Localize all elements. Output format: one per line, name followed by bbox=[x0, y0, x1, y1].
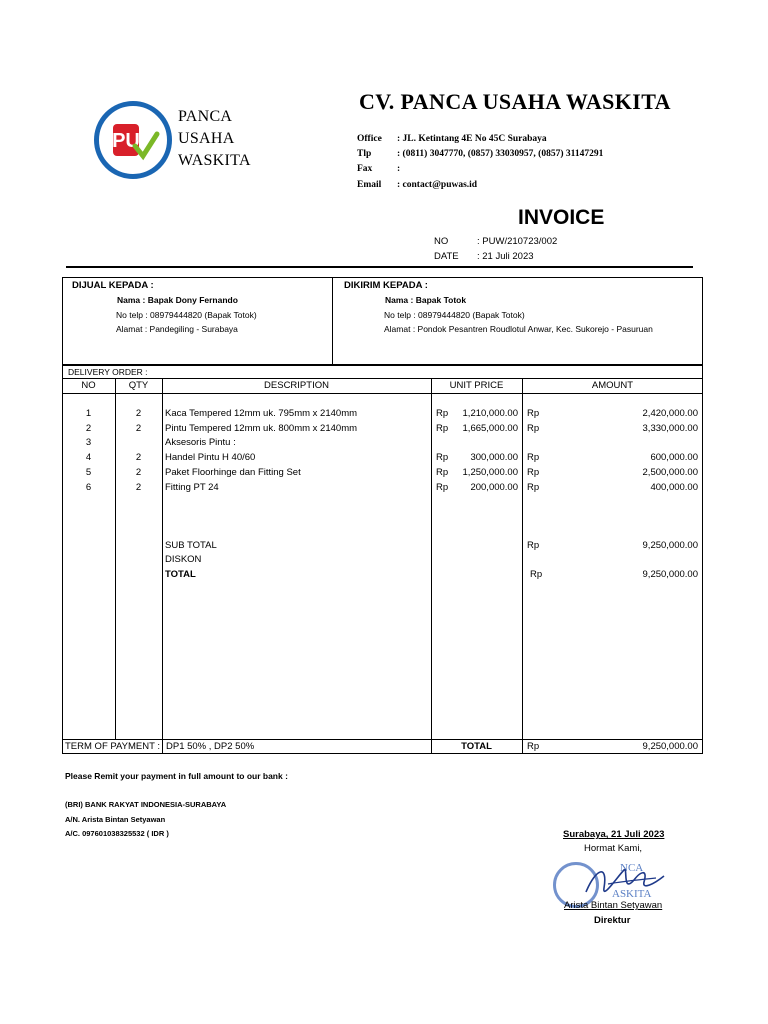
office-value: : JL. Ketintang 4E No 45C Surabaya bbox=[397, 134, 547, 144]
footer-total-label: TOTAL bbox=[461, 741, 492, 752]
seller-address: Alamat : Pandegiling - Surabaya bbox=[116, 324, 238, 334]
signature-scribble-icon bbox=[578, 858, 668, 904]
bank-name: (BRI) BANK RAKYAT INDONESIA-SURABAYA bbox=[65, 800, 227, 809]
header-description: DESCRIPTION bbox=[264, 380, 329, 391]
shipto-name: Nama : Bapak Totok bbox=[385, 295, 467, 305]
delivery-order-label: DELIVERY ORDER : bbox=[68, 367, 148, 377]
term-value: DP1 50% , DP2 50% bbox=[166, 741, 255, 752]
subtotal-rp: Rp bbox=[527, 540, 540, 551]
term-label: TERM OF PAYMENT : bbox=[65, 741, 161, 752]
address-divider bbox=[332, 277, 333, 365]
account-name: A/N. Arista Bintan Setyawan bbox=[65, 815, 166, 824]
logo-line-3: WASKITA bbox=[178, 152, 251, 169]
tlp-label: Tlp bbox=[357, 149, 372, 159]
account-number: A/C. 097601038325532 ( IDR ) bbox=[65, 829, 169, 838]
regards: Hormat Kami, bbox=[584, 843, 643, 854]
footer-total-rp: Rp bbox=[527, 741, 540, 752]
subtotal-value: 9,250,000.00 bbox=[642, 540, 698, 551]
invoice-no-label: NO bbox=[434, 236, 449, 247]
subtotal-label: SUB TOTAL bbox=[165, 540, 217, 551]
logo-line-2: USAHA bbox=[178, 130, 235, 147]
signatory-title: Direktur bbox=[594, 915, 631, 926]
discount-label: DISKON bbox=[165, 554, 202, 565]
shipto-phone: No telp : 08979444820 (Bapak Totok) bbox=[384, 310, 525, 320]
signatory-name: Arista Bintan Setyawan bbox=[564, 900, 663, 911]
remit-note: Please Remit your payment in full amount to our bank : bbox=[65, 771, 288, 781]
logo-line-1: PANCA bbox=[178, 108, 233, 125]
header-no: NO bbox=[81, 380, 96, 391]
company-name: CV. PANCA USAHA WASKITA bbox=[359, 89, 671, 114]
shipto-address: Alamat : Pondok Pesantren Roudlotul Anwar, Kec. Sukorejo - Pasuruan bbox=[384, 324, 653, 334]
fax-label: Fax bbox=[357, 164, 373, 174]
seller-heading: DIJUAL KEPADA : bbox=[72, 280, 154, 291]
email-value: : contact@puwas.id bbox=[397, 180, 478, 190]
invoice-no-value: : PUW/210723/002 bbox=[477, 236, 558, 247]
seller-phone: No telp : 08979444820 (Bapak Totok) bbox=[116, 310, 257, 320]
shipto-heading: DIKIRIM KEPADA : bbox=[344, 280, 428, 291]
place-date: Surabaya, 21 Juli 2023 bbox=[563, 829, 665, 840]
total-rp: Rp bbox=[530, 569, 543, 580]
fax-value: : bbox=[397, 164, 401, 174]
logo-mark-text: PU bbox=[112, 130, 140, 152]
invoice-date-value: : 21 Juli 2023 bbox=[477, 251, 534, 262]
office-label: Office bbox=[357, 134, 382, 144]
seller-name: Nama : Bapak Dony Fernando bbox=[117, 295, 238, 305]
logo-mark-icon bbox=[99, 106, 167, 174]
stamp-text-1: NCA bbox=[620, 862, 644, 874]
email-label: Email bbox=[357, 180, 382, 190]
stamp-text-2: ASKITA bbox=[612, 888, 652, 900]
header-amount: AMOUNT bbox=[591, 380, 634, 391]
invoice-title: INVOICE bbox=[518, 206, 605, 229]
total-value: 9,250,000.00 bbox=[642, 569, 698, 580]
header-unit-price: UNIT PRICE bbox=[449, 380, 504, 391]
tlp-value: : (0811) 3047770, (0857) 33030957, (0857) 31147291 bbox=[397, 149, 604, 159]
invoice-date-label: DATE bbox=[434, 251, 459, 262]
company-logo bbox=[94, 101, 172, 179]
header-divider bbox=[66, 266, 693, 268]
total-label: TOTAL bbox=[165, 569, 196, 580]
header-qty: QTY bbox=[128, 380, 149, 391]
footer-total-value: 9,250,000.00 bbox=[642, 741, 698, 752]
